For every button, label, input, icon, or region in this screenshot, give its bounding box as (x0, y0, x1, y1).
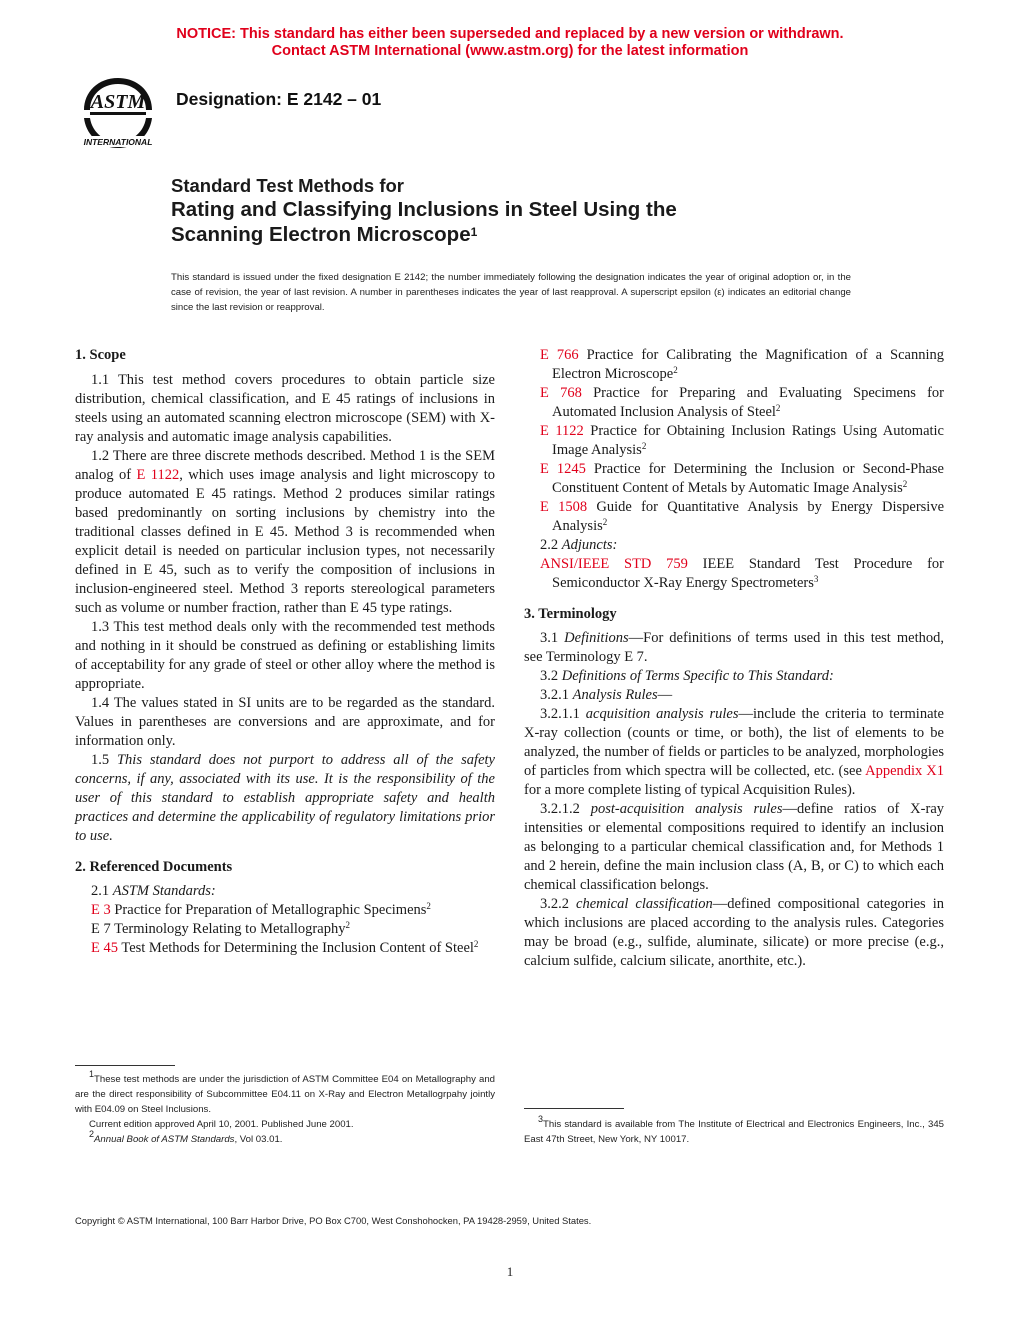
section-scope-heading: 1. Scope (75, 347, 126, 363)
logo-subtext: INTERNATIONAL (83, 137, 153, 147)
link-e768[interactable]: E 768 (540, 385, 582, 401)
para-1-3: 1.3 This test method deals only with the recommended test methods and nothing in it should be construed as defining or establishing limits of acceptability for any grade of steel or other alloy where the method is appropriate. (75, 619, 495, 692)
section-terminology-heading: 3. Terminology (524, 606, 617, 622)
ref-e7: E 7 Terminology Relating to Metallography$^2$ (91, 920, 350, 937)
section-referenced-heading: 2. Referenced Documents (75, 859, 233, 875)
link-e1245[interactable]: E 1245 (540, 461, 586, 477)
code-e7: E 7 (91, 921, 111, 937)
link-e1508[interactable]: E 1508 (540, 499, 588, 515)
ref-e45: E 45 Test Methods for Determining the Inclusion Content of Steel$^2$ (91, 939, 479, 956)
issuance-note: This standard is issued under the fixed designation E 2142; the number immediately following the designation indicates the year of original adoption or, in the case of revision, the year of last revision. A number in parentheses indicates the year of last reapproval. A superscript epsilon (ε) indicates an editorial change since the last revision or reapproval. (171, 272, 851, 313)
title-line-1: Standard Test Methods for (171, 175, 404, 196)
withdrawal-notice (0, 26, 1020, 60)
ref-ansi-ieee-759: ANSI/IEEE STD 759 IEEE Standard Test Procedure for Semiconductor X-Ray Energy Spectrometers$^3$ (540, 556, 944, 591)
title-line-3: Scanning Electron Microscope$^1$ (171, 223, 478, 246)
copyright-footer: Copyright © ASTM International, 100 Barr Harbor Drive, PO Box C700, West Conshohocken, PA 19428-2959, United States. (75, 1215, 592, 1226)
footnotes-right (524, 1114, 944, 1147)
para-2-2: 2.2 Adjuncts: (540, 537, 618, 553)
link-appendix-x1[interactable]: Appendix X1 (865, 763, 944, 779)
link-e766[interactable]: E 766 (540, 347, 579, 363)
ref-e1245: E 1245 Practice for Determining the Inclusion or Second-Phase Constituent Content of Metals by Automatic Image Analysis$^2$ (540, 461, 944, 496)
footnote-3: $^3$This standard is available from The Institute of Electrical and Electronics Engineers, Inc., 345 East 47th Street, New York, NY 10017. (524, 1114, 944, 1145)
ref-e768: E 768 Practice for Preparing and Evaluating Specimens for Automated Inclusion Analysis of Steel$^2$ (540, 385, 945, 420)
footnote-1-current: Current edition approved April 10, 2001. Published June 2001. (89, 1119, 354, 1130)
link-e3[interactable]: E 3 (91, 902, 111, 918)
document-title (171, 175, 871, 247)
para-3-2: 3.2 Definitions of Terms Specific to This Standard: (540, 668, 834, 684)
astm-logo (74, 72, 162, 150)
ref-e766: E 766 Practice for Calibrating the Magnification of a Scanning Electron Microscope$^2$ (540, 347, 944, 382)
footnotes-left (75, 1069, 495, 1147)
para-1-5: 1.5 This standard does not purport to address all of the safety concerns, if any, associated with its use. It is the responsibility of the user of this standard to establish appropriate safety and health practices and determine the applicability of regulatory limitations prior to use. (75, 752, 495, 844)
logo-text: ASTM (90, 91, 146, 113)
para-3-2-1: 3.2.1 Analysis Rules— (540, 687, 673, 703)
para-1-2: 1.2 There are three discrete methods described. Method 1 is the SEM analog of E 1122, which uses image analysis and light microscopy to produce automated E 45 ratings. Method 2 produces similar ratings based predominantly on sorting inclusions by chemistry into the traditional classes defined in E 45. Method 3 is recommended when explicit detail is needed on particular inclusion types, not necessarily defined in E 45, such as to verify the composition of inclusions in inclusion-engineered steel. Method 3 reports stereological parameters such as volume or number fraction, rather than E 45 type ratings. (75, 448, 495, 616)
link-ansi-ieee-759[interactable]: ANSI/IEEE STD 759 (540, 556, 688, 572)
para-3-2-1-1: 3.2.1.1 acquisition analysis rules—include the criteria to terminate X-ray collection (counts or time, or both), the list of elements to be analyzed, the number of fields or particles to be analyzed, morphologies of particles from which spectra will be collected, etc. (see Appendix X1 for a more complete listing of typical Acquisition Rules). (524, 706, 944, 798)
para-2-1: 2.1 ASTM Standards: (91, 883, 216, 899)
footnote-rule-right (524, 1108, 624, 1109)
para-3-1: 3.1 Definitions—For definitions of terms used in this test method, see Terminology E 7. (524, 630, 944, 665)
ref-e1508: E 1508 Guide for Quantitative Analysis by Energy Dispersive Analysis$^2$ (540, 499, 945, 534)
ref-e3: E 3 Practice for Preparation of Metallographic Specimens$^2$ (91, 901, 431, 918)
page-number: 1 (506, 1264, 514, 1279)
para-1-4: 1.4 The values stated in SI units are to be regarded as the standard. Values in parentheses are conversions and are approximate, and for information only. (75, 695, 495, 749)
para-3-2-2: 3.2.2 chemical classification—defined compositional categories in which inclusions are placed according to the analysis rules. Categories may be broad (e.g., sulfide, aluminate, silicate) or more precise (e.g., calcium sulfide, calcium silicate, anorthite, etc.). (524, 896, 945, 969)
right-column (524, 346, 944, 971)
ref-e1122: E 1122 Practice for Obtaining Inclusion Ratings Using Automatic Image Analysis$^2$ (540, 423, 944, 458)
notice-line-2: Contact ASTM International (www.astm.org) for the latest information (271, 43, 749, 59)
para-1-1: 1.1 This test method covers procedures to obtain particle size distribution, chemical classification, and E 45 ratings of inclusions in steels using an automated scanning electron microscope (SEM) with X-ray analysis and automatic image analysis capabilities. (75, 372, 495, 445)
link-e1122[interactable]: E 1122 (136, 467, 180, 483)
link-e45[interactable]: E 45 (91, 940, 118, 956)
link-e1122-ref[interactable]: E 1122 (540, 423, 584, 439)
footnote-2: $^2$Annual Book of ASTM Standards, Vol 03.01. (89, 1129, 283, 1145)
notice-line-1: NOTICE: This standard has either been superseded and replaced by a new version or withdrawn. (176, 26, 844, 42)
left-column (75, 346, 495, 958)
footnote-1: $^1$These test methods are under the jurisdiction of ASTM Committee E04 on Metallography and are the direct responsibility of Subcommittee E04.11 on X-Ray and Electron Metallogrpahy jointly with E04.09 on Steel Inclusions. (75, 1069, 495, 1115)
title-line-2: Rating and Classifying Inclusions in Steel Using the (171, 198, 677, 221)
designation: Designation: E 2142 – 01 (176, 89, 382, 109)
footnote-rule-left (75, 1065, 175, 1066)
para-3-2-1-2: 3.2.1.2 post-acquisition analysis rules—define ratios of X-ray intensities or elemental compositions required to identify an inclusion as belonging to a particular chemical classification and, for Methods 1 and 2 herein, define the main inclusion class (A, B, or C) to which each chemical classification belongs. (524, 801, 945, 893)
title-footnote-mark[interactable]: 1 (470, 225, 478, 239)
